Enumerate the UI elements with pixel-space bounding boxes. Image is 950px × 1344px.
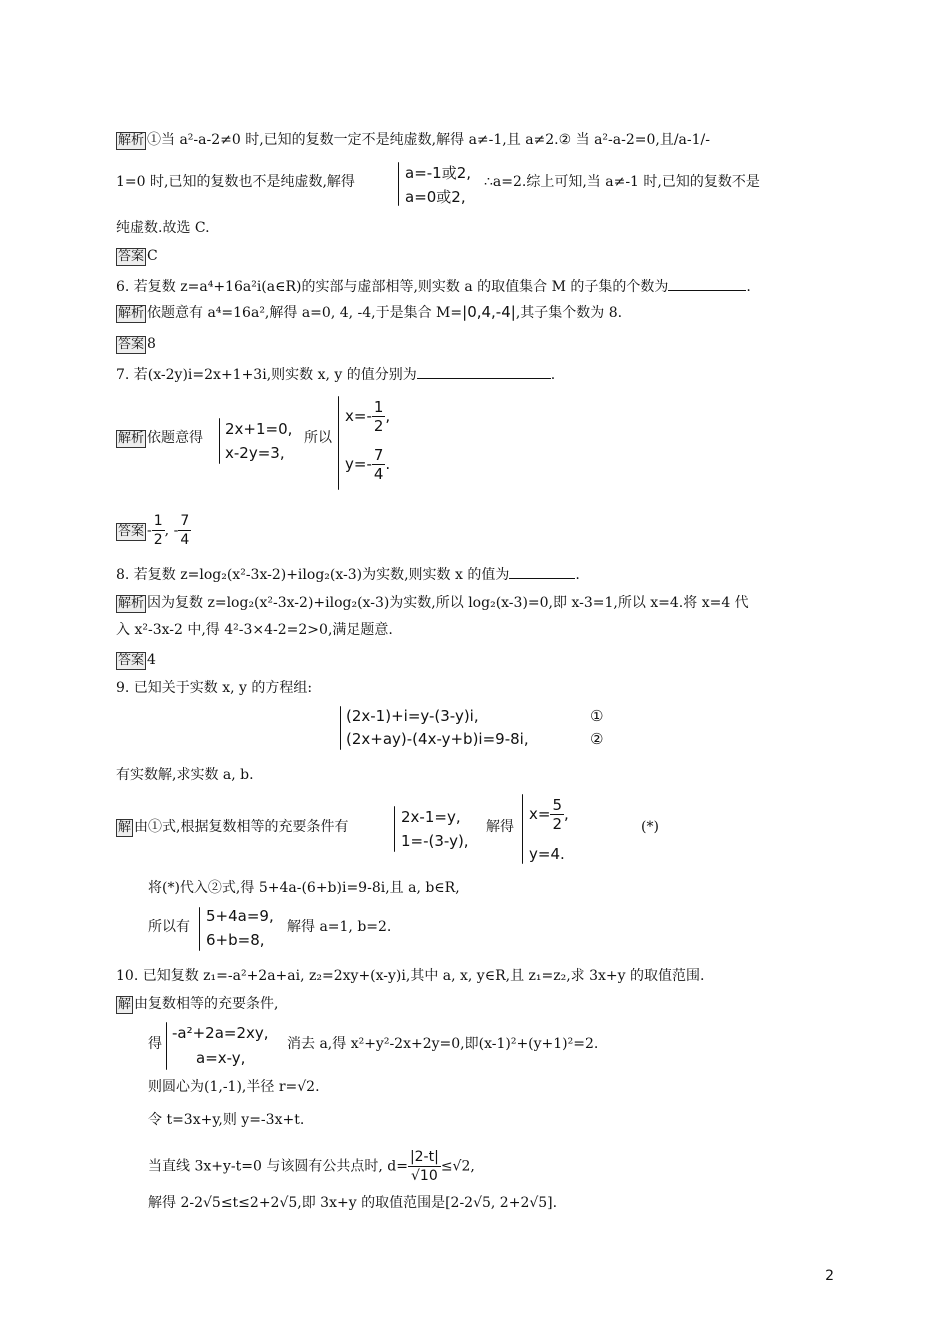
- q8-answer-value: 4: [147, 652, 156, 668]
- q6-set: |0,4,-4|: [462, 303, 516, 321]
- daan-label: 答案: [118, 337, 145, 352]
- q10-line3: 令 t=3x+y,则 y=-3x+t.: [148, 1112, 305, 1128]
- q7-x-num: 1: [373, 398, 384, 416]
- q7-ans-b-num: 7: [180, 513, 190, 529]
- q9-x-num: 5: [552, 796, 562, 814]
- q10-line4-text: 当直线 3x+y-t=0 与该圆有公共点时, d=: [148, 1158, 408, 1175]
- q7-ans-a-den: 2: [153, 532, 163, 548]
- q7-solution: [116, 428, 203, 448]
- q5-sol-text2: 1=0 时,已知的复数也不是纯虚数,解得: [116, 174, 355, 190]
- q8-end: .: [575, 567, 580, 583]
- q8-solution-line1: [116, 593, 749, 613]
- q9-sol-brace: [394, 806, 395, 852]
- q7-end: .: [550, 367, 556, 383]
- q7-y-label: y=-: [345, 455, 372, 473]
- q7-text: 7. 若(x-2y)i=2x+1+3i,则实数 x, y 的值分别为: [116, 367, 417, 383]
- q8-answer: [116, 650, 156, 670]
- q7-so: 所以: [304, 430, 332, 446]
- q9-line3-brace: [199, 907, 200, 951]
- q10-line1b: 消去 a,得 x²+y²-2x+2y=0,即(x-1)²+(y+1)²=2.: [287, 1036, 599, 1052]
- q7-answer-frac-a: [152, 512, 165, 549]
- q9-line3-eq2: 6+b=8,: [206, 931, 265, 949]
- q5-sol-text1: ①当 a²-a-2≠0 时,已知的复数一定不是纯虚数,解得 a≠-1,且 a≠2.② 当 a²-a-2=0,且/a-1/-: [147, 132, 710, 148]
- q10-solution: [116, 994, 278, 1014]
- q8-text: 8. 若复数 z=log₂(x²-3x-2)+ilog₂(x-3)为实数,则实数 x 的值为: [116, 567, 510, 583]
- jiexi-label: 解析: [118, 306, 145, 321]
- q8-question: [116, 564, 580, 585]
- q8-answer-blank: [509, 564, 575, 579]
- q10-line4-end: ≤√2,: [440, 1158, 475, 1175]
- q6-question: [116, 276, 751, 297]
- q8-solution-line2: 入 x²-3x-2 中,得 4²-3×4-2=2>0,满足题意.: [116, 622, 393, 638]
- daan-label: 答案: [118, 249, 145, 264]
- q7-result-y: [345, 446, 390, 483]
- q7-ans-sep: ,: [164, 522, 174, 539]
- q7-system-brace: [219, 418, 220, 464]
- q10-d-den: √10: [411, 1168, 438, 1184]
- q7-y-end: .: [385, 455, 391, 473]
- q7-ans-sign-a: -: [147, 522, 152, 539]
- q9-line3a: 所以有: [148, 919, 190, 935]
- q7-ans-a-num: 1: [153, 513, 163, 529]
- q7-result-x: [345, 398, 390, 435]
- q5-system-eq2: a=0或2,: [405, 188, 466, 206]
- q5-answer-value: C: [147, 248, 158, 264]
- q5-system-eq1: a=-1或2,: [405, 164, 472, 182]
- q7-x-den: 2: [373, 417, 384, 435]
- q5-solution-line3: 纯虚数.故选 C.: [116, 220, 210, 236]
- q7-eq2: x-2y=3,: [225, 444, 285, 462]
- jiexi-label: 解析: [118, 133, 145, 148]
- q9-x-end: ,: [564, 805, 569, 823]
- q5-system-brace: [398, 162, 399, 206]
- jie-label: 解: [118, 997, 132, 1012]
- q9-line3-eq1: 5+4a=9,: [206, 907, 274, 925]
- q10-eq2: a=x-y,: [196, 1049, 246, 1067]
- q6-answer-value: 8: [147, 336, 156, 352]
- q5-solution-line2b: ∴a=2.综上可知,当 a≠-1 时,已知的复数不是: [484, 174, 760, 190]
- q6-text: 6. 若复数 z=a⁴+16a²i(a∈R)的实部与虚部相等,则实数 a 的取值集合 M 的子集的个数为: [116, 279, 669, 295]
- q5-solution-line1: [116, 130, 710, 150]
- q9-question: 9. 已知关于实数 x, y 的方程组:: [116, 680, 313, 696]
- q10-d-fraction: [408, 1148, 441, 1185]
- q9-line3b: 解得 a=1, b=2.: [287, 919, 392, 935]
- q6-sol-text2: ,其子集个数为 8.: [515, 305, 623, 321]
- q10-system-brace: [166, 1022, 167, 1070]
- q9-result-x: [529, 796, 569, 833]
- q9-system-brace: [340, 706, 341, 750]
- daan-label: 答案: [118, 653, 145, 668]
- q9-eq1-mark: ①: [590, 707, 604, 725]
- q7-sol-text: 依题意得: [147, 430, 204, 446]
- q9-x-label: x=: [529, 805, 551, 823]
- q10-question: 10. 已知复数 z₁=-a²+2a+ai, z₂=2xy+(x-y)i,其中 a, x, y∈R,且 z₁=z₂,求 3x+y 的取值范围.: [116, 968, 705, 984]
- q9-result-brace: [522, 794, 523, 864]
- q8-sol-text1: 因为复数 z=log₂(x²-3x-2)+ilog₂(x-3)为实数,所以 log₂(x-3)=0,即 x-3=1,所以 x=4.将 x=4 代: [147, 595, 749, 611]
- page-number: 2: [825, 1268, 834, 1284]
- q7-answer-frac-b: [178, 512, 191, 549]
- q9-solve: 解得: [486, 819, 514, 835]
- q10-line2: 则圆心为(1,-1),半径 r=√2.: [148, 1079, 320, 1095]
- q7-x-end: ,: [385, 407, 391, 425]
- q5-answer: [116, 246, 158, 266]
- q6-end: .: [746, 279, 751, 295]
- q9-x-den: 2: [552, 815, 562, 833]
- q9-star: (*): [641, 819, 659, 835]
- q7-ans-b-den: 4: [180, 532, 190, 548]
- q9-sol-eq2: 1=-(3-y),: [401, 832, 469, 850]
- q9-sol-text: 由①式,根据复数相等的充要条件有: [134, 819, 349, 835]
- q7-answer-blank: [417, 364, 551, 379]
- jie-label: 解: [118, 820, 132, 835]
- q9-eq2: (2x+ay)-(4x-y+b)i=9-8i,: [346, 730, 529, 748]
- q10-d-num: |2-t|: [409, 1149, 439, 1165]
- q7-eq1: 2x+1=0,: [225, 420, 293, 438]
- q6-solution: [116, 302, 622, 323]
- q10-line4: [148, 1148, 475, 1185]
- q5-solution-line2: [116, 172, 355, 192]
- q10-eq1: -a²+2a=2xy,: [172, 1024, 269, 1042]
- q7-x-label: x=-: [345, 407, 372, 425]
- jiexi-label: 解析: [118, 596, 145, 611]
- q7-ans-sign-b: -: [173, 522, 179, 539]
- q7-y-num: 7: [373, 446, 384, 464]
- q6-answer-blank: [668, 276, 746, 291]
- q7-y-fraction: [372, 446, 386, 483]
- q6-set-values: 0,4,-4: [467, 303, 511, 321]
- q9-solution: [116, 817, 348, 837]
- jiexi-label: 解析: [118, 431, 145, 446]
- daan-label: 答案: [118, 523, 145, 539]
- q7-y-den: 4: [373, 465, 384, 483]
- q9-line2: 将(*)代入②式,得 5+4a-(6+b)i=9-8i,且 a, b∈R,: [148, 880, 460, 896]
- q10-line5: 解得 2-2√5≤t≤2+2√5,即 3x+y 的取值范围是[2-2√5, 2+2√5].: [148, 1195, 558, 1211]
- q10-de: 得: [148, 1036, 162, 1052]
- q9-x-fraction: [550, 796, 564, 833]
- q7-question: [116, 364, 555, 385]
- q7-x-fraction: [372, 398, 386, 435]
- q7-result-brace: [338, 396, 339, 490]
- q9-result-y: y=4.: [529, 845, 565, 863]
- q6-answer: [116, 334, 156, 354]
- q9-question2: 有实数解,求实数 a, b.: [116, 767, 254, 783]
- q10-sol-text: 由复数相等的充要条件,: [134, 996, 279, 1012]
- q6-sol-text: 依题意有 a⁴=16a²,解得 a=0, 4, -4,于是集合 M=: [147, 305, 463, 321]
- q9-eq2-mark: ②: [590, 730, 604, 748]
- q7-answer: [116, 512, 191, 549]
- q9-eq1: (2x-1)+i=y-(3-y)i,: [346, 707, 479, 725]
- q9-sol-eq1: 2x-1=y,: [401, 808, 461, 826]
